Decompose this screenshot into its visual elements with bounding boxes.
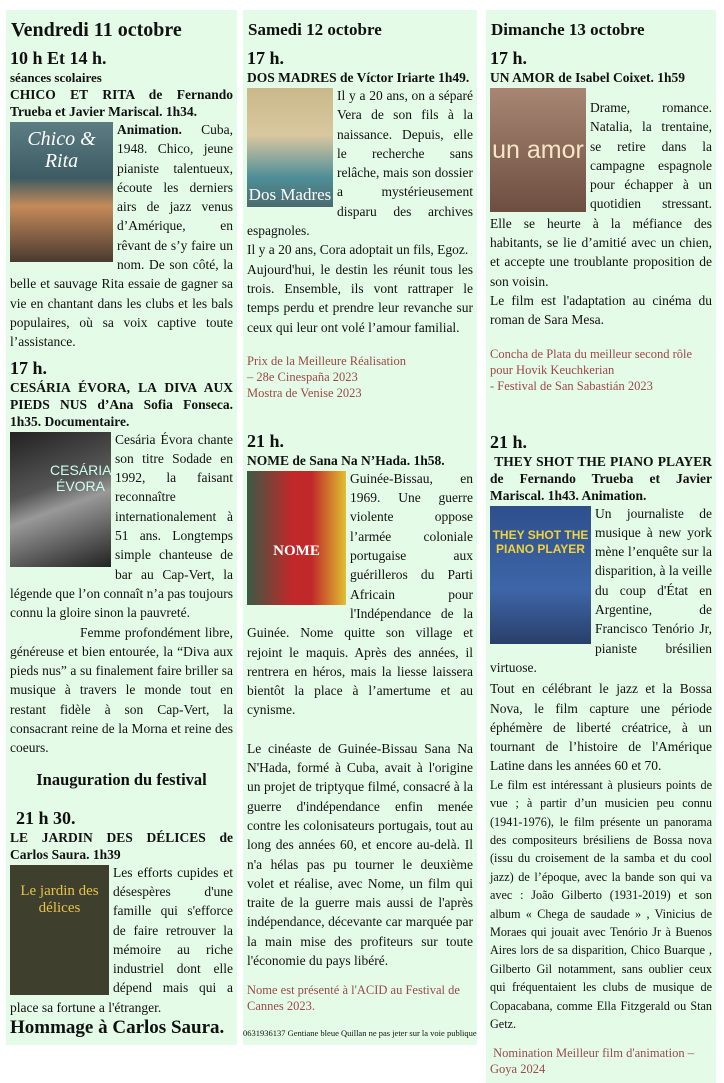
film-synopsis: Le film est intéressant à plusieurs points de vue ; à partir d’un musicien peu connu (1941-1976), le film présente un panorama des compositeurs brésiliens de Bossa nova (issu du croisement de la samba et du cool jazz) de l’époque, avec la bande son qui va avec : João Gilberto (1931-2019) et son album « Chega de saudade » , Vinicius de Moraes qui jouait avec Tenório Jr à Buenos Aires lors de sa disparition, Chico Buarque , Gilberto Gil notamment, sans oublier ceux qui fréquentaient les clubs de musique de Copacabana, comme Ella Fitzgerald ou Stan Getz.	[490, 777, 712, 1031]
sunday-column	[486, 10, 716, 1083]
film-synopsis: Drame, romance. Natalia, la trentaine, se retire dans la campagne espagnole pour échapper à un quotidien stressant. Elle se heurte à la méfiance des habitants, se lie d’amitié avec un chien, et accepte une troublante proposition de son voisin.	[490, 100, 712, 289]
poster-title: NOME	[273, 542, 320, 559]
poster-nome	[247, 471, 346, 605]
festival-inauguration: Inauguration du festival	[36, 769, 207, 789]
day-heading: Samedi 12 octobre	[248, 20, 382, 39]
saturday-column	[243, 10, 477, 1045]
film-synopsis: Femme profondément libre, généreuse et bien entourée, la “Diva aux pieds nus” a su finalement faire briller sa musique à travers le monde tout en restant fidèle à son Cap-Vert, la consacrant reine de la Morna et reine des coeurs.	[10, 624, 233, 756]
poster-title: Dos Madres	[248, 185, 332, 204]
poster-title: Chico & Rita	[27, 128, 96, 172]
screening-time: 10 h Et 14 h.	[10, 48, 107, 68]
screening-time: 17 h.	[490, 48, 528, 68]
award-line: Concha de Plata du meilleur second rôle pour Hovik Keuchkerian	[490, 346, 693, 377]
film-synopsis: Cesária Évora chante son titre Sodade en 1992, la faisant reconnaître internationalement à 51 ans. Longtemps simple chanteuse de bar au Cap-Vert, la légende que l’on connaît n’a pas toujours connu la gloire sinon la pauvreté.	[10, 431, 233, 621]
day-heading: Dimanche 13 octobre	[491, 20, 645, 39]
film-synopsis: Un journaliste de musique à new york mène l’enquête sur la disparition, à la veille du coup d'État en Argentine, de Francisco Tenório Jr, pianiste brésilien virtuose.	[490, 505, 712, 675]
poster-dos-madres	[247, 88, 333, 207]
film-title: DOS MADRES de Víctor Iriarte 1h49.	[247, 70, 470, 85]
film-title: LE JARDIN DES DÉLICES de Carlos Saura. 1h39	[10, 829, 233, 862]
film-synopsis: Il y a 20 ans, on a séparé Vera de son fils à la naissance. Depuis, elle le recherche sans relâche, mais son dossier a mystérieusement disparu des archives espagnoles.	[247, 88, 473, 239]
poster-they-shot-the-piano-player	[490, 506, 591, 644]
film-synopsis: Aujourd'hui, le destin les réunit tous les trois. Ensemble, ils vont rattraper le temps perdu et prendre leur revanche sur ceux qui leur ont volé l’amour familial.	[247, 261, 473, 335]
poster-cesaria-evora	[10, 432, 111, 567]
film-title: NOME de Sana Na N’Hada. 1h58.	[247, 452, 445, 468]
film-award	[490, 346, 712, 394]
award-line: – 28e Cinespaña 2023	[247, 369, 358, 384]
film-award	[247, 353, 473, 401]
film-title: THEY SHOT THE PIANO PLAYER de Fernando Trueba et Javier Mariscal. 1h43. Animation.	[490, 453, 716, 503]
poster-title: THEY SHOT THE PIANO PLAYER	[492, 527, 589, 556]
screening-note: séances scolaires	[10, 70, 102, 85]
poster-title: CESÁRIA ÉVORA	[50, 461, 111, 494]
film-title: CHICO ET RITA de Fernando Trueba et Javier Mariscal. 1h34.	[10, 87, 233, 119]
poster-le-jardin-des-delices	[10, 865, 109, 995]
film-award: Nomination Meilleur film d'animation – Goya 2024	[490, 1046, 698, 1077]
day-heading: Vendredi 11 octobre	[11, 19, 182, 41]
screening-time: 17 h.	[247, 48, 285, 68]
tribute-heading: Hommage à Carlos Saura.	[10, 1016, 225, 1038]
film-synopsis: Le cinéaste de Guinée-Bissau Sana Na N'Hada, formé à Cuba, avait à l'origine un projet de triptyque filmé, consacré à la guerre d'indépendance enfin menée contre les colonisateurs portugais, tout au long des années 60, et encore au-delà. Il n'a hélas pas pu tourner le deuxième volet et réalise, avec Nome, un film qui traite de la guerre mais aussi de l'après indépendance, décevante car marquée par la main mise des profiteurs sur toute l'économie du pays libéré.	[247, 740, 473, 968]
award-line: Prix de la Meilleure Réalisation	[247, 353, 406, 368]
footer-note: 0631936137 Gentiane bleue Quillan ne pas jeter sur la voie publique	[243, 1028, 477, 1039]
screening-time: 21 h.	[247, 430, 285, 451]
poster-chico-et-rita	[10, 122, 113, 262]
screening-time: 21 h.	[490, 431, 528, 452]
award-line: Mostra de Venise 2023	[247, 385, 362, 400]
screening-time: 17 h.	[10, 357, 48, 378]
poster-un-amor	[490, 88, 586, 212]
film-synopsis: Il y a 20 ans, Cora adoptait un fils, Egoz.	[247, 242, 469, 258]
friday-column	[6, 10, 237, 1045]
film-award: Nome est présenté à l'ACID au Festival de Cannes 2023.	[247, 983, 460, 1014]
film-synopsis: Le film est l'adaptation au cinéma du roman de Sara Mesa.	[490, 292, 712, 328]
film-synopsis: Guinée-Bissau, en 1969. Une guerre violente oppose l’armée coloniale portugaise aux guérilleros du Parti Africain pour l'Indépendance de la Guinée. Nome quitte son village et rejoint le maquis. Après des années, il rentrera en héros, mais la liesse laissera bientôt la place à l’amertume et au cynisme.	[247, 470, 473, 718]
award-line: - Festival de San Sabastián 2023	[490, 378, 653, 393]
film-genre: Animation.	[117, 122, 182, 137]
film-title: CESÁRIA ÉVORA, LA DIVA AUX PIEDS NUS d’Ana Sofia Fonseca. 1h35. Documentaire.	[10, 379, 233, 429]
screening-time: 21 h 30.	[16, 807, 76, 828]
synopsis-text: Cuba, 1948. Chico, jeune pianiste talentueux, écoute les derniers airs de jazz venus d’Amérique, en rêvant de s’y faire un nom. De son côté, la belle et sauvage Rita essaie de gagner sa vie en chantant dans les clubs et les bals populaires, où sa voix captive toute l’assistance.	[10, 122, 233, 350]
poster-title: Le jardin des délices	[20, 882, 99, 916]
film-synopsis: Tout en célébrant le jazz et la Bossa Nova, le film capture une période éphémère de liberté créatrice, à un tournant de l’histoire de l'Amérique Latine dans les années 60 et 70.	[490, 681, 712, 774]
poster-title: un amor	[492, 136, 584, 164]
film-synopsis: Les efforts cupides et désespères d'une famille qui s'efforce de faire retrouver la mémoire au riche industriel dont elle dépend mais qui a place sa fortune a l'étranger.	[10, 864, 233, 1015]
film-title: UN AMOR de Isabel Coixet. 1h59	[490, 70, 685, 85]
